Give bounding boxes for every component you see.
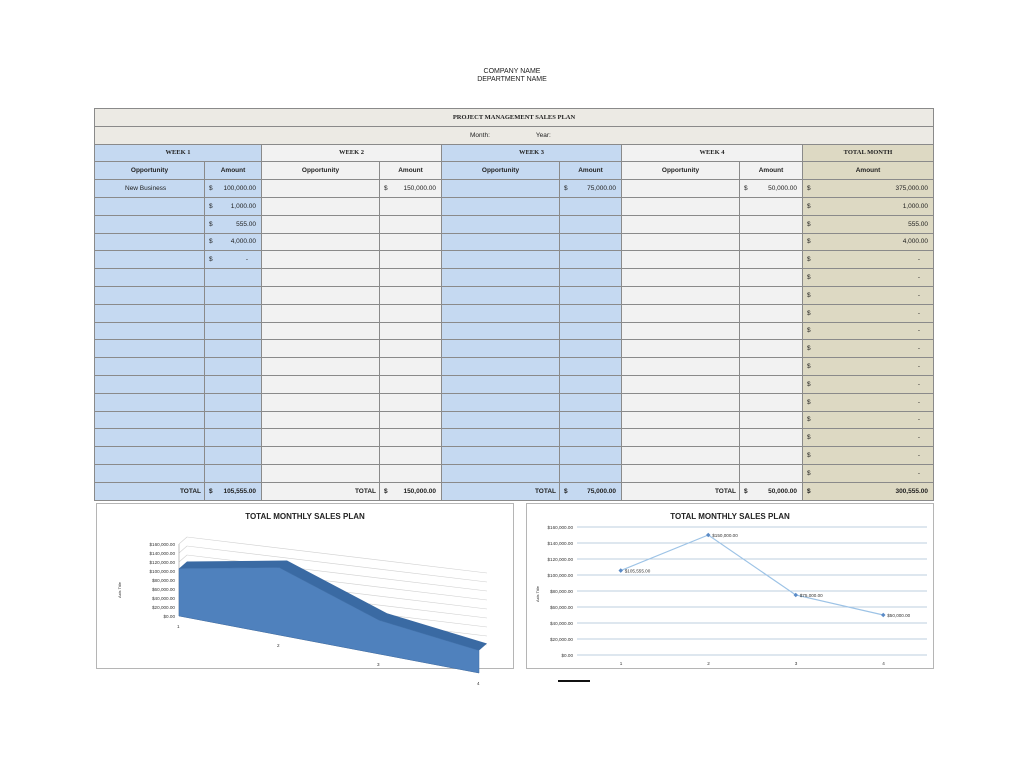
amount-cell <box>380 464 442 482</box>
amount-value: 1,000.00 <box>230 202 256 210</box>
table-row <box>95 197 934 215</box>
opportunity-cell <box>262 429 380 447</box>
data-label: $150,000.00 <box>712 533 738 538</box>
week-4-header: WEEK 4 <box>622 144 803 162</box>
gridline-depth <box>179 546 187 553</box>
amount-cell <box>740 429 803 447</box>
amount-cell <box>740 340 803 358</box>
amount-value: - <box>917 274 920 282</box>
opportunity-cell <box>442 358 560 376</box>
amount-cell <box>205 215 262 233</box>
col-amount: Amount <box>803 162 934 180</box>
col-amount: Amount <box>205 162 262 180</box>
currency-symbol: $ <box>209 220 213 228</box>
currency-symbol: $ <box>807 345 811 353</box>
amount-value: 50,000.00 <box>768 185 797 193</box>
amount-cell <box>205 393 262 411</box>
amount-value: - <box>917 452 920 460</box>
amount-cell <box>205 411 262 429</box>
amount-value: 100,000.00 <box>223 185 256 193</box>
amount-cell <box>740 180 803 198</box>
amount-cell <box>205 358 262 376</box>
y-tick-label: $20,000.00 <box>550 637 573 642</box>
amount-cell <box>205 322 262 340</box>
x-tick-label: 3 <box>794 661 798 666</box>
total-week-3: $ 75,000.00 <box>560 482 622 500</box>
opportunity-cell <box>442 429 560 447</box>
amount-cell <box>803 411 934 429</box>
opportunity-cell <box>95 215 205 233</box>
opportunity-cell <box>622 286 740 304</box>
amount-cell <box>803 464 934 482</box>
currency-symbol: $ <box>744 185 748 193</box>
y-tick-label: $160,000.00 <box>149 542 175 547</box>
opportunity-cell <box>95 375 205 393</box>
currency-symbol: $ <box>564 185 568 193</box>
opportunity-cell <box>95 197 205 215</box>
y-tick-label: $20,000.00 <box>152 605 175 610</box>
amount-cell <box>560 340 622 358</box>
currency-symbol: $ <box>807 327 811 335</box>
opportunity-cell <box>442 251 560 269</box>
opportunity-cell <box>442 233 560 251</box>
opportunity-cell <box>622 304 740 322</box>
opportunity-cell <box>622 215 740 233</box>
amount-cell <box>803 233 934 251</box>
amount-value: 4,000.00 <box>230 238 256 246</box>
opportunity-cell <box>95 304 205 322</box>
y-tick-label: $100,000.00 <box>149 569 175 574</box>
opportunity-cell <box>442 286 560 304</box>
opportunity-cell <box>262 358 380 376</box>
amount-cell <box>560 233 622 251</box>
company-name: COMPANY NAME <box>483 68 541 75</box>
amount-cell <box>560 464 622 482</box>
month-year-row <box>95 126 934 144</box>
opportunity-cell <box>442 393 560 411</box>
amount-cell <box>803 393 934 411</box>
amount-cell <box>560 411 622 429</box>
area-chart-panel <box>96 503 514 686</box>
opportunity-cell <box>262 464 380 482</box>
opportunity-cell <box>442 322 560 340</box>
amount-cell <box>560 447 622 465</box>
amount-cell <box>740 251 803 269</box>
amount-cell <box>380 197 442 215</box>
y-tick-label: $60,000.00 <box>152 587 175 592</box>
line-chart <box>527 504 933 668</box>
col-amount: Amount <box>740 162 803 180</box>
department-name: DEPARTMENT NAME <box>477 76 547 83</box>
currency-symbol: $ <box>807 469 811 477</box>
opportunity-cell <box>622 393 740 411</box>
x-tick-label: 3 <box>377 662 380 667</box>
opportunity-cell <box>442 304 560 322</box>
x-tick-label: 1 <box>177 624 180 629</box>
x-tick-label: 2 <box>707 661 710 666</box>
y-axis-title: Axis Title <box>535 585 540 603</box>
amount-cell <box>803 286 934 304</box>
opportunity-cell <box>262 215 380 233</box>
amount-cell <box>740 447 803 465</box>
total-week-4: $ 50,000.00 <box>740 482 803 500</box>
table-row <box>95 429 934 447</box>
amount-cell <box>380 180 442 198</box>
amount-cell <box>803 322 934 340</box>
opportunity-cell <box>95 429 205 447</box>
opportunity-cell <box>95 447 205 465</box>
currency-symbol: $ <box>807 220 811 228</box>
gridline-depth <box>179 555 187 562</box>
sheet-title: PROJECT MANAGEMENT SALES PLAN <box>95 109 934 127</box>
table-row <box>95 269 934 287</box>
opportunity-cell <box>262 233 380 251</box>
amount-cell <box>803 304 934 322</box>
y-tick-label: $120,000.00 <box>547 557 573 562</box>
y-tick-label: $40,000.00 <box>550 621 573 626</box>
amount-cell <box>740 322 803 340</box>
amount-cell <box>380 251 442 269</box>
y-tick-label: $40,000.00 <box>152 596 175 601</box>
currency-symbol: $ <box>807 416 811 424</box>
amount-value: 150,000.00 <box>403 185 436 193</box>
total-label: TOTAL <box>442 482 560 500</box>
opportunity-cell <box>262 180 380 198</box>
amount-cell <box>803 429 934 447</box>
week-3-header: WEEK 3 <box>442 144 622 162</box>
amount-cell <box>740 304 803 322</box>
total-label: TOTAL <box>95 482 205 500</box>
amount-cell <box>205 340 262 358</box>
amount-cell <box>205 233 262 251</box>
amount-cell <box>205 375 262 393</box>
month-label: Month: <box>470 131 490 139</box>
amount-cell <box>380 375 442 393</box>
opportunity-cell <box>622 464 740 482</box>
opportunity-cell <box>442 375 560 393</box>
amount-cell <box>740 197 803 215</box>
amount-cell <box>205 269 262 287</box>
currency-symbol: $ <box>384 185 388 193</box>
year-label: Year: <box>535 131 551 139</box>
opportunity-cell <box>95 340 205 358</box>
amount-cell <box>205 464 262 482</box>
week-2-header: WEEK 2 <box>262 144 442 162</box>
opportunity-cell <box>95 464 205 482</box>
amount-cell <box>380 340 442 358</box>
amount-value: - <box>917 434 920 442</box>
currency-symbol: $ <box>209 202 213 210</box>
amount-cell <box>380 233 442 251</box>
opportunity-cell <box>622 358 740 376</box>
y-tick-label: $80,000.00 <box>550 589 573 594</box>
amount-cell <box>803 375 934 393</box>
amount-cell <box>803 358 934 376</box>
opportunity-cell <box>95 322 205 340</box>
opportunity-cell <box>622 447 740 465</box>
opportunity-cell <box>622 375 740 393</box>
table-row <box>95 215 934 233</box>
amount-cell <box>560 197 622 215</box>
col-amount: Amount <box>380 162 442 180</box>
amount-cell <box>380 358 442 376</box>
opportunity-cell <box>622 340 740 358</box>
opportunity-cell <box>622 180 740 198</box>
amount-value: - <box>917 309 920 317</box>
amount-cell <box>205 429 262 447</box>
opportunity-cell <box>622 233 740 251</box>
amount-value: - <box>917 363 920 371</box>
table-row <box>95 180 934 198</box>
amount-cell <box>560 215 622 233</box>
col-opportunity: Opportunity <box>442 162 560 180</box>
table-row <box>95 340 934 358</box>
opportunity-cell <box>442 180 560 198</box>
currency-symbol: $ <box>807 452 811 460</box>
amount-cell <box>740 464 803 482</box>
opportunity-cell <box>262 251 380 269</box>
amount-value: - <box>917 256 920 264</box>
currency-symbol: $ <box>807 238 811 246</box>
opportunity-cell <box>262 375 380 393</box>
amount-cell <box>560 393 622 411</box>
amount-value: 555.00 <box>236 220 256 228</box>
amount-value: - <box>917 291 920 299</box>
currency-symbol: $ <box>807 256 811 264</box>
table-row <box>95 251 934 269</box>
opportunity-cell <box>262 269 380 287</box>
amount-cell <box>380 215 442 233</box>
amount-cell <box>560 251 622 269</box>
amount-cell <box>560 286 622 304</box>
y-tick-label: $80,000.00 <box>152 578 175 583</box>
currency-symbol: $ <box>807 274 811 282</box>
amount-value: 555.00 <box>908 220 928 228</box>
col-opportunity: Opportunity <box>262 162 380 180</box>
week-1-header: WEEK 1 <box>95 144 262 162</box>
total-week-1: $ 105,555.00 <box>205 482 262 500</box>
amount-cell <box>205 180 262 198</box>
opportunity-cell <box>262 197 380 215</box>
opportunity-cell <box>95 393 205 411</box>
opportunity-cell <box>262 304 380 322</box>
opportunity-cell <box>95 233 205 251</box>
total-month-header: TOTAL MONTH <box>803 144 934 162</box>
currency-symbol: $ <box>807 291 811 299</box>
amount-cell <box>380 429 442 447</box>
footer-divider <box>558 680 590 682</box>
y-tick-label: $140,000.00 <box>547 541 573 546</box>
data-label: $50,000.00 <box>887 613 911 618</box>
opportunity-cell <box>95 358 205 376</box>
col-opportunity: Opportunity <box>95 162 205 180</box>
currency-symbol: $ <box>807 202 811 210</box>
amount-cell <box>740 358 803 376</box>
opportunity-cell <box>442 197 560 215</box>
opportunity-cell <box>262 286 380 304</box>
amount-cell <box>740 411 803 429</box>
data-point <box>618 568 623 573</box>
opportunity-cell <box>95 251 205 269</box>
amount-cell <box>560 304 622 322</box>
amount-cell <box>560 180 622 198</box>
total-month-value: $ 300,555.00 <box>803 482 934 500</box>
data-label: $75,000.00 <box>799 593 823 598</box>
amount-value: 75,000.00 <box>587 185 616 193</box>
amount-cell <box>803 215 934 233</box>
currency-symbol: $ <box>209 256 213 264</box>
amount-value: - <box>917 327 920 335</box>
amount-cell <box>560 375 622 393</box>
amount-cell <box>205 447 262 465</box>
amount-cell <box>380 269 442 287</box>
sales-plan-table <box>94 108 934 501</box>
x-tick-label: 4 <box>477 681 480 686</box>
chart-title: TOTAL MONTHLY SALES PLAN <box>245 512 365 521</box>
amount-value: - <box>917 345 920 353</box>
table-row <box>95 286 934 304</box>
amount-cell <box>740 233 803 251</box>
amount-cell <box>380 286 442 304</box>
total-week-2: $ 150,000.00 <box>380 482 442 500</box>
amount-value: - <box>245 256 248 264</box>
amount-cell <box>740 375 803 393</box>
opportunity-cell <box>95 286 205 304</box>
amount-cell <box>740 215 803 233</box>
opportunity-cell <box>442 215 560 233</box>
table-row <box>95 304 934 322</box>
amount-value: - <box>917 416 920 424</box>
amount-value: 1,000.00 <box>902 202 928 210</box>
amount-cell <box>380 304 442 322</box>
table-row <box>95 375 934 393</box>
opportunity-cell <box>622 429 740 447</box>
amount-cell <box>803 340 934 358</box>
currency-symbol: $ <box>209 185 213 193</box>
amount-cell <box>205 197 262 215</box>
total-label: TOTAL <box>622 482 740 500</box>
amount-cell <box>380 322 442 340</box>
amount-cell <box>380 447 442 465</box>
chart-title: TOTAL MONTHLY SALES PLAN <box>670 512 790 521</box>
opportunity-cell <box>442 411 560 429</box>
line-chart-panel <box>526 503 934 669</box>
amount-cell <box>740 286 803 304</box>
amount-cell <box>560 358 622 376</box>
area-chart <box>97 504 513 686</box>
amount-cell <box>560 269 622 287</box>
opportunity-cell <box>622 322 740 340</box>
amount-cell <box>803 269 934 287</box>
data-label: $105,555.00 <box>624 568 651 574</box>
table-row <box>95 393 934 411</box>
total-label: TOTAL <box>262 482 380 500</box>
y-tick-label: $60,000.00 <box>550 605 573 610</box>
opportunity-cell <box>622 269 740 287</box>
amount-value: 4,000.00 <box>902 238 928 246</box>
amount-cell <box>803 180 934 198</box>
amount-cell <box>560 322 622 340</box>
table-row <box>95 447 934 465</box>
amount-cell <box>380 393 442 411</box>
amount-cell <box>205 286 262 304</box>
currency-symbol: $ <box>807 434 811 442</box>
amount-cell <box>205 304 262 322</box>
x-tick-label: 2 <box>277 643 280 648</box>
opportunity-cell <box>442 464 560 482</box>
currency-symbol: $ <box>209 238 213 246</box>
col-amount: Amount <box>560 162 622 180</box>
opportunity-cell <box>622 411 740 429</box>
y-tick-label: $100,000.00 <box>547 573 573 578</box>
amount-value: 375,000.00 <box>895 185 928 193</box>
opportunity-cell <box>622 197 740 215</box>
amount-cell <box>380 411 442 429</box>
x-tick-label: 4 <box>882 661 885 666</box>
amount-value: - <box>917 469 920 477</box>
amount-value: - <box>917 398 920 406</box>
amount-cell <box>803 197 934 215</box>
y-tick-label: $160,000.00 <box>547 525 573 530</box>
amount-cell <box>560 429 622 447</box>
table-row <box>95 464 934 482</box>
opportunity-cell <box>262 447 380 465</box>
amount-value: - <box>917 380 920 388</box>
col-opportunity: Opportunity <box>622 162 740 180</box>
amount-cell <box>205 251 262 269</box>
table-row <box>95 358 934 376</box>
y-axis-title: Axis Title <box>117 581 122 599</box>
amount-cell <box>803 447 934 465</box>
table-row <box>95 322 934 340</box>
opportunity-cell <box>622 251 740 269</box>
data-point <box>881 613 886 618</box>
opportunity-cell <box>442 340 560 358</box>
currency-symbol: $ <box>807 380 811 388</box>
opportunity-cell <box>95 269 205 287</box>
currency-symbol: $ <box>807 363 811 371</box>
opportunity-cell <box>95 411 205 429</box>
opportunity-cell <box>262 411 380 429</box>
amount-cell <box>740 269 803 287</box>
table-row <box>95 233 934 251</box>
opportunity-cell <box>442 269 560 287</box>
y-tick-label: $0.00 <box>163 614 175 619</box>
opportunity-cell: New Business <box>95 180 205 198</box>
opportunity-cell <box>442 447 560 465</box>
y-tick-label: $140,000.00 <box>149 551 175 556</box>
opportunity-cell <box>262 340 380 358</box>
gridline-depth <box>179 537 187 544</box>
currency-symbol: $ <box>807 309 811 317</box>
opportunity-cell <box>262 393 380 411</box>
amount-cell <box>803 251 934 269</box>
y-tick-label: $0.00 <box>561 653 573 658</box>
opportunity-cell <box>262 322 380 340</box>
currency-symbol: $ <box>807 185 811 193</box>
x-tick-label: 1 <box>619 661 623 666</box>
currency-symbol: $ <box>807 398 811 406</box>
amount-cell <box>740 393 803 411</box>
table-row <box>95 411 934 429</box>
y-tick-label: $120,000.00 <box>149 560 175 565</box>
